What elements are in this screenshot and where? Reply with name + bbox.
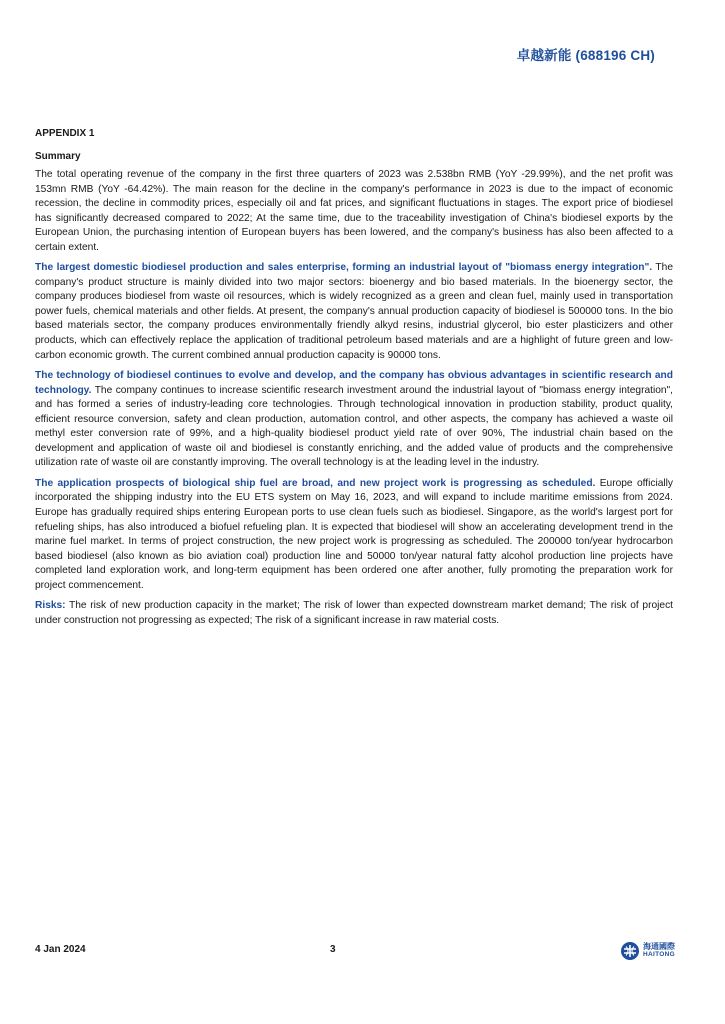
paragraph-text: The company's product structure is mainly divided into two major sectors: bioenergy and bio based materials. In the bioenergy sector, the company produces biodiesel from waste oil resources, which is widely recognized as a green and clean fuel, mainly used in transportation power fuels, chemical materials and other fields. At present, the company's annual production capacity of biodiesel is 500000 tons. In the bio based materials sector, the company produces environmentally friendly alkyd resins, industrial glycerol, bio ester plasticizers and other products, which can effectively replace the application of traditional petroleum based materials and are a highlight of future green and low-carbon economic growth. The current combined annual production capacity is 90000 tons.	[35, 262, 673, 361]
report-content	[35, 128, 673, 634]
summary-heading: Summary	[35, 151, 81, 162]
paragraph-text: The total operating revenue of the company in the first three quarters of 2023 was 2.538bn RMB (YoY -29.99%), and the net profit was 153mn RMB (YoY -64.42%). The main reason for the decline in the company's performance in 2023 is due to the impact of economic recession, the decline in commodity prices, especially oil and fat prices, and significant fluctuations in stages. The export price of biodiesel has significantly decreased compared to 2022; At the same time, due to the traceability investigation of China's biodiesel exports by the European Union, the purchasing intention of European buyers has been lowered, and the company's business has also been affected to a certain extent.	[35, 169, 673, 253]
paragraph-lead: Risks:	[35, 600, 66, 612]
appendix-heading: APPENDIX 1	[35, 128, 95, 139]
paragraph-text: Europe officially incorporated the shipping industry into the EU ETS system on May 16, 2023, and will expand to include maritime emissions from 2024. Europe has gradually required ships entering European ports to use clean fuels such as biodiesel. Singapore, as the world's largest port for refueling ships, has also introduced a biofuel refueling plan. It is expected that biodiesel will show an accelerating development trend in the marine fuel market. In terms of project construction, the new project work is progressing as scheduled. The 200000 ton/year hydrocarbon based biodiesel (also known as bio aviation coal) production line and 50000 ton/year natural fatty alcohol production line projects have completed land exploration work, and long-term equipment has been ordered one after another, fully promoting the preparation work for project commencement.	[35, 477, 673, 591]
paragraph-revenue	[35, 168, 673, 255]
paragraph-text: The risk of new production capacity in the market; The risk of lower than expected downstream market demand; The risk of project under construction not progressing as expected; The risk of a significant increase in raw material costs.	[35, 600, 673, 626]
paragraph-biodiesel-enterprise	[35, 261, 673, 363]
page-number: 3	[330, 944, 336, 955]
paragraph-lead: The application prospects of biological ship fuel are broad, and new project work is progressing as scheduled.	[35, 477, 596, 489]
footer-date: 4 Jan 2024	[35, 944, 86, 955]
paragraph-technology	[35, 369, 673, 471]
haitong-logo	[620, 941, 675, 961]
logo-en-text: HAITONG	[643, 951, 675, 959]
paragraph-lead: The largest domestic biodiesel production and sales enterprise, forming an industrial layout of "biomass energy integration".	[35, 262, 653, 274]
paragraph-text: The company continues to increase scientific research investment around the industrial layout of "biomass energy integration", and has formed a series of industry-leading core technologies. Through technological innovation in production stability, product quality, efficient resource conversion, safety and clean production, automation control, and other aspects, the company has achieved a waste oil methyl ester conversion rate of 99%, and a high-quality biodiesel product yield rate of over 90%, The industrial chain based on the development and application of waste oil and biodiesel is constantly enriching, and the added value of products and the comprehensive utilization rate of waste oil are constantly improving. The overall technology is at the leading level in the industry.	[35, 384, 673, 469]
header-title: 卓越新能 (688196 CH)	[516, 48, 655, 63]
haitong-logo-icon	[620, 941, 640, 961]
paragraph-risks	[35, 599, 673, 628]
paragraph-ship-fuel	[35, 477, 673, 593]
paragraph-lead: The technology of biodiesel continues to evolve and develop, and the company has obvious advantages in scientific research and technology.	[35, 370, 673, 396]
logo-cn-text: 海通國際	[643, 942, 675, 952]
